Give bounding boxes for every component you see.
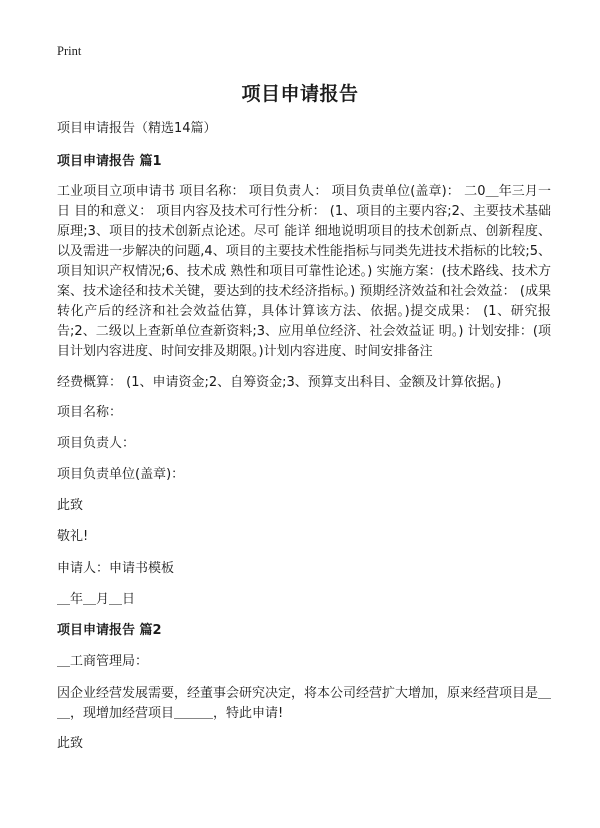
project-lead-field: 项目负责人： <box>57 436 136 451</box>
project-unit-field: 项目负责单位(盖章)： <box>57 467 185 482</box>
project-name-field: 项目名称： <box>57 405 123 420</box>
section1-body: 工业项目立项申请书 项目名称： 项目负责人： 项目负责单位(盖章)： 二0＿年三月一日 目的和意义： 项目内容及技术可行性分析： (1、项目的主要内容;2、主要技术基础原理;3、项目的技术创新点论述。尽可 能详 细地说明项目的技术创新点、创新程度、以及需进一步解决的问题,4、项目的主要技术性能指标与同类先进技术指标的比较;5、项目知识产权情况;6、技术成 熟性和项目可靠性论述。) 实施方案：(技术路线、技术方案、技术途径和技术关键，要达到的技术经济指标。) 预期经济效益和社会效益： (成果转化产后的经济和社会效益估算，具体计算该方法、依据。)提交成果： (1、研究报告;2、二级以上查新单位查新资料;3、应用单位经济、社会效益证 明。) 计划安排：(项目计划内容进度、时间安排及期限。)计划内容进度、时间安排备注 <box>57 184 551 359</box>
date-line: ＿年＿月＿日 <box>57 592 136 607</box>
section2-body: 因企业经营发展需要，经董事会研究决定，将本公司经营扩大增加，原来经营项目是＿＿，现增加经营项目＿＿＿，特此申请! <box>57 686 552 721</box>
section2-salutation: 此致 <box>57 736 84 751</box>
page-title: 项目申请报告 <box>241 83 359 105</box>
print-label: Print <box>57 44 82 58</box>
applicant-line: 申请人：申请书模板 <box>57 561 175 576</box>
section2-heading: 项目申请报告 篇2 <box>57 623 162 638</box>
intro-line: 项目申请报告（精选14篇） <box>57 121 217 136</box>
salutation-2: 敬礼! <box>57 529 89 544</box>
salutation-1: 此致 <box>57 498 84 513</box>
budget-line: 经费概算： (1、申请资金;2、自筹资金;3、预算支出科目、金额及计算依据。) <box>57 375 502 390</box>
section1-heading: 项目申请报告 篇1 <box>57 154 162 169</box>
addressee-line: ＿工商管理局： <box>57 654 149 669</box>
